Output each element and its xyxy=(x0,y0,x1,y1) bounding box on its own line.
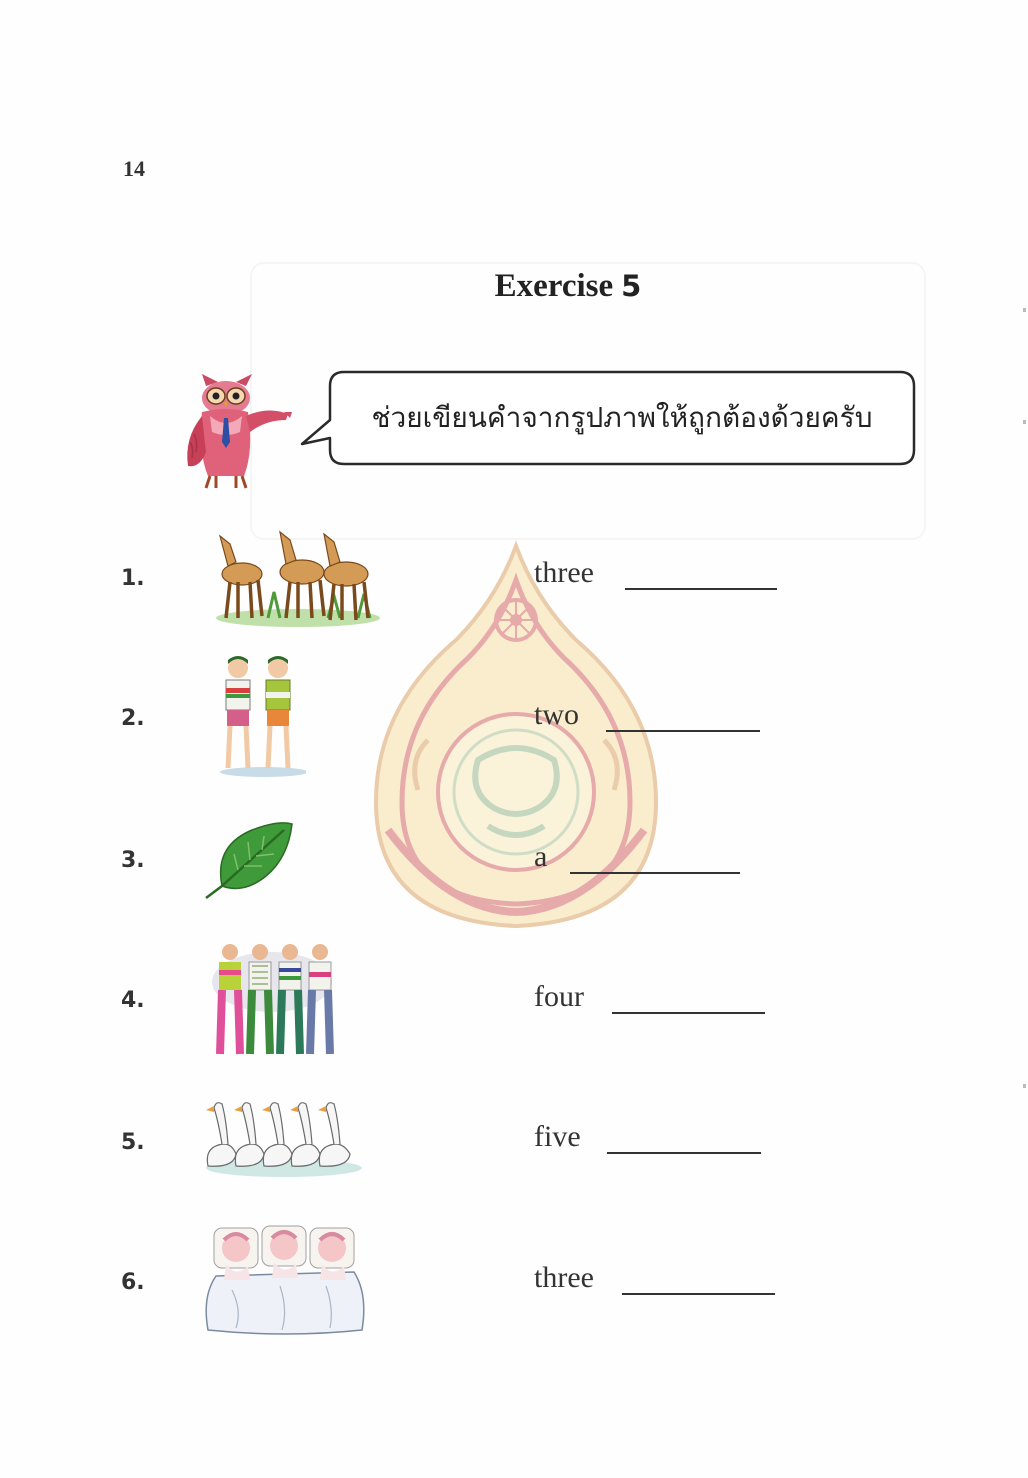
item-1-answer-blank[interactable] xyxy=(625,588,777,590)
item-4-number: 4. xyxy=(121,988,145,1013)
scan-speck xyxy=(1023,420,1026,424)
item-5-word: five xyxy=(534,1120,581,1153)
three-babies-icon xyxy=(202,1220,368,1338)
item-2-number: 2. xyxy=(121,706,145,731)
item-3-word: a xyxy=(534,840,548,873)
item-4-word: four xyxy=(534,980,584,1013)
item-2-word: two xyxy=(534,698,579,731)
exercise-title-label: Exercise xyxy=(494,268,614,304)
item-2-answer-blank[interactable] xyxy=(606,730,760,732)
three-deer-icon xyxy=(208,522,380,632)
four-men-icon xyxy=(210,942,336,1060)
leaf-icon xyxy=(204,820,294,900)
item-5-answer-blank[interactable] xyxy=(607,1152,761,1154)
item-1-number: 1. xyxy=(121,566,145,591)
item-3-number: 3. xyxy=(121,848,145,873)
exercise-title-number: 5 xyxy=(621,269,642,303)
item-6-answer-blank[interactable] xyxy=(622,1293,775,1295)
page-number: 14 xyxy=(123,156,145,181)
item-3-answer-blank[interactable] xyxy=(570,872,740,874)
scan-speck xyxy=(1023,308,1026,312)
item-5-number: 5. xyxy=(121,1130,145,1155)
instruction-text: ช่วยเขียนคำจากรูปภาพให้ถูกต้องด้วยครับ xyxy=(371,401,873,434)
item-4-answer-blank[interactable] xyxy=(612,1012,765,1014)
item-1-word: three xyxy=(534,556,594,589)
item-6-number: 6. xyxy=(121,1270,145,1295)
item-6-word: three xyxy=(534,1261,594,1294)
five-geese-icon xyxy=(202,1094,362,1178)
two-boys-icon xyxy=(216,654,306,778)
owl-teacher-icon xyxy=(180,372,292,490)
scan-speck xyxy=(1023,1084,1026,1088)
exercise-title xyxy=(0,268,1028,305)
